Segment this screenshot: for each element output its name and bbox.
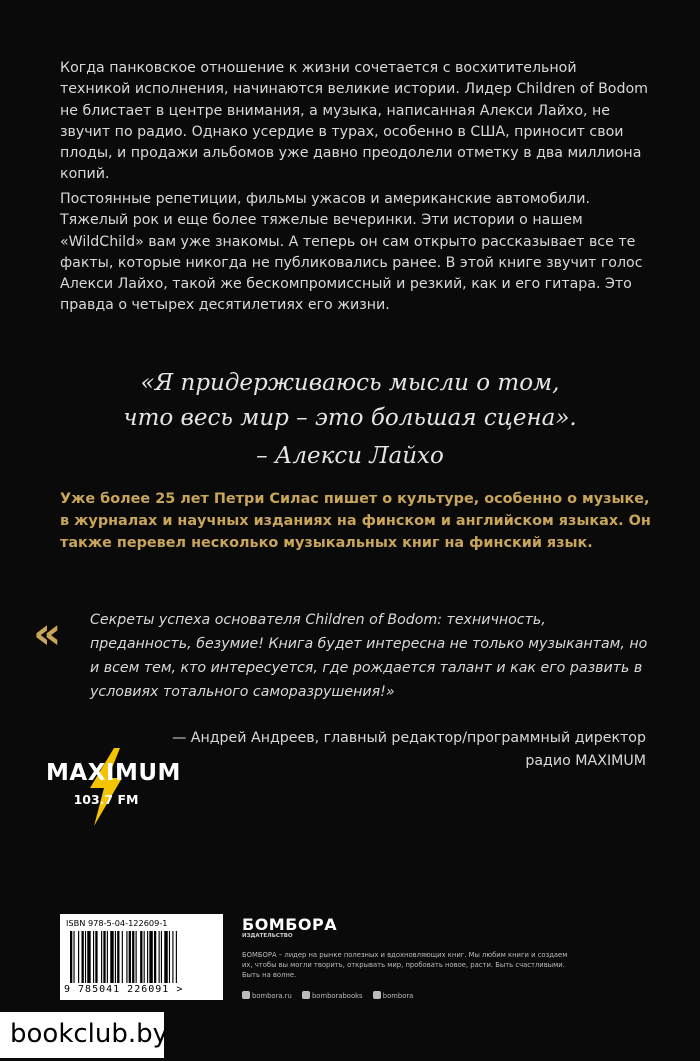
watermark-box bbox=[0, 1012, 169, 1058]
social-website[interactable]: bombora.ru bbox=[252, 992, 292, 1000]
isbn-text: ISBN 978-5-04-122609-1 bbox=[66, 918, 168, 928]
testimonial-text: Секреты успеха основателя Children of Bodom: техничность, преданность, безумие! Книга будет интересна не только музыкантам, но и всем тем, кто интересуется, где рождается талант и как его развить в условиях тотального саморазрушения!» bbox=[90, 612, 648, 700]
publisher-subtitle: ИЗДАТЕЛЬСТВО bbox=[242, 933, 293, 939]
quote-author: – Алекси Лайхо bbox=[256, 443, 444, 469]
quote-line-1: «Я придерживаюсь мысли о том, bbox=[140, 370, 560, 396]
website-icon bbox=[242, 991, 250, 999]
publisher-socials bbox=[242, 991, 421, 1000]
social-instagram[interactable]: bomborabooks bbox=[311, 992, 363, 1000]
barcode-panel bbox=[60, 914, 223, 1000]
radio-frequency: 103.7 FM bbox=[73, 792, 139, 807]
quote-marks-icon: « bbox=[33, 608, 62, 659]
radio-name: MAXIMUM bbox=[46, 760, 181, 786]
description-paragraph-1: Когда панковское отношение к жизни сочетается с восхитительной техникой исполнения, начинаются великие истории. Лидер Children of Bodom не блистает в центре внимания, а музыка, написанная Алекси Лайхо, не звучит по радио. Однако усердие в турах, особенно в США, приносит свои плоды, и продажи альбомов уже давно преодолели отметку в два миллиона копий. bbox=[60, 60, 648, 183]
radio-maximum-logo bbox=[46, 748, 181, 828]
barcode-digits: 9 785041 226091 > bbox=[64, 984, 184, 995]
barcode-icon bbox=[70, 931, 213, 983]
instagram-icon bbox=[302, 991, 310, 999]
watermark-text: bookclub.by bbox=[10, 1019, 169, 1049]
description-paragraph-2: Постоянные репетиции, фильмы ужасов и американские автомобили. Тяжелый рок и еще более тяжелые вечеринки. Эти истории о нашем «WildChild» вам уже знакомы. А теперь он сам открыто рассказывает все те факты, которые никогда не публиковались ранее. В этой книге звучит голос Алекси Лайхо, такой же бескомпромиссный и резкий, как и его гитара. Это правда о четырех десятилетиях его жизни. bbox=[60, 191, 643, 314]
social-vk[interactable]: bombora bbox=[382, 992, 414, 1000]
author-bio: Уже более 25 лет Петри Силас пишет о культуре, особенно о музыке, в журналах и научных изданиях на финском и английском языках. Он также перевел несколько музыкальных книг на финский язык. bbox=[60, 491, 651, 551]
quote-line-2: что весь мир – это большая сцена». bbox=[123, 405, 577, 431]
publisher-logo: БОМБОРА bbox=[242, 915, 338, 934]
publisher-blurb: БОМБОРА – лидер на рынке полезных и вдохновляющих книг. Мы любим книги и создаем их, чтобы вы могли творить, открывать мир, пробовать новое, расти. Быть счастливыми. Быть на волне. bbox=[242, 951, 568, 979]
testimonial-attribution: — Андрей Андреев, главный редактор/программный директор радио MAXIMUM bbox=[172, 730, 646, 769]
vk-icon bbox=[373, 991, 381, 999]
